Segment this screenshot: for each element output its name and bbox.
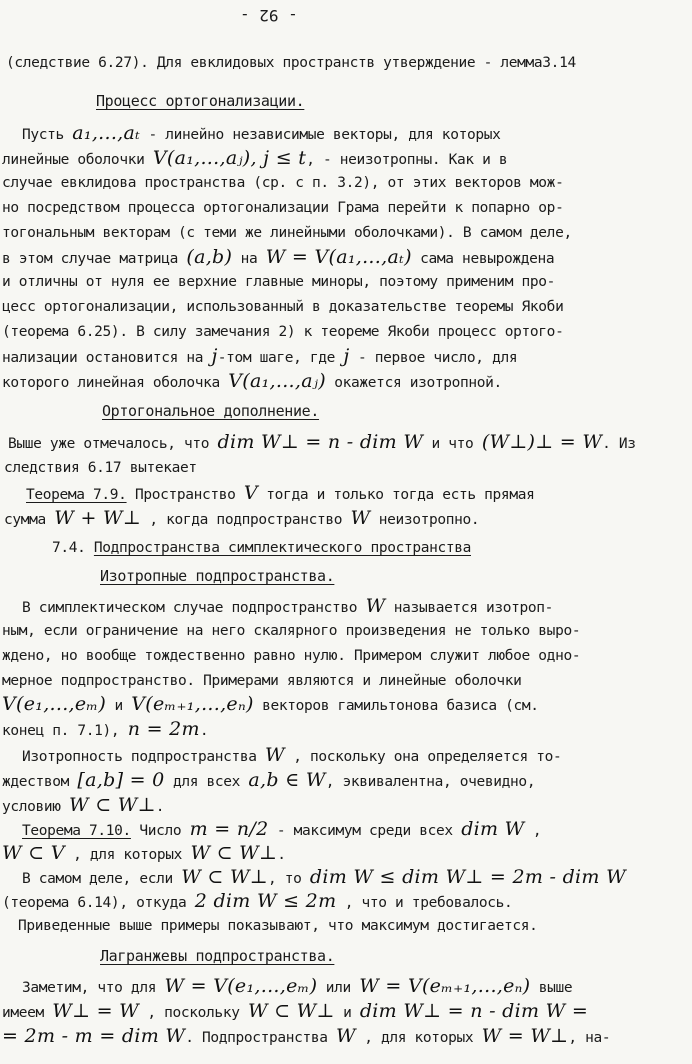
handwritten-formula: W ⊂ W⊥ xyxy=(69,794,156,816)
text-segment: (следствие 6.27). Для евклидовых пространств утверждение - лемма3.14 xyxy=(6,55,576,71)
handwritten-formula: W = V(eₘ₊₁,...,eₙ) xyxy=(359,975,531,997)
text-segment: , эквивалентна, очевидно, xyxy=(325,774,536,790)
text-segment: неизотропно. xyxy=(370,512,480,528)
text-segment: или xyxy=(317,980,360,996)
handwritten-formula: dim W⊥ = n - dim W = xyxy=(359,1000,589,1022)
handwritten-formula: V(a₁,...,aⱼ), j ≤ t xyxy=(152,147,307,169)
text-segment: Подпространства симплектического пространства xyxy=(93,540,471,556)
handwritten-formula: W ⊂ V xyxy=(2,842,65,864)
text-segment: нализации остановится на xyxy=(2,350,212,366)
handwritten-formula: W ⊂ W⊥ xyxy=(247,1000,335,1022)
text-line xyxy=(8,431,692,455)
text-segment: но посредством процесса ортогонализации Грама перейти к попарно ор- xyxy=(2,200,564,216)
text-line xyxy=(2,645,692,667)
handwritten-formula: W = W⊥ xyxy=(481,1025,569,1047)
text-segment: и xyxy=(106,698,132,714)
text-line xyxy=(22,595,692,619)
text-segment: - первое число, для xyxy=(349,350,518,366)
text-segment: , что и требовалось. xyxy=(336,895,513,911)
text-line xyxy=(2,246,692,270)
text-segment: имеем xyxy=(2,1005,53,1021)
text-segment: тогда и только тогда есть прямая xyxy=(257,487,535,503)
handwritten-formula: W xyxy=(365,595,386,617)
text-segment: ным, если ограничение на него скалярного произведения не только выро- xyxy=(2,623,581,639)
handwritten-formula: dim W ≤ dim W⊥ = 2m - dim W xyxy=(309,866,626,888)
text-line xyxy=(22,744,692,768)
text-segment: . xyxy=(155,799,165,815)
text-segment: для всех xyxy=(164,774,249,790)
page-number: - 92 - xyxy=(240,6,298,25)
text-line xyxy=(2,321,692,343)
text-segment: называется изотроп- xyxy=(385,600,554,616)
handwritten-formula: V(eₘ₊₁,...,eₙ) xyxy=(131,693,254,715)
handwritten-formula: V(e₁,...,eₘ) xyxy=(2,693,107,715)
text-segment: , то xyxy=(267,871,310,887)
text-line xyxy=(2,670,692,692)
text-segment: ждеством xyxy=(2,774,78,790)
handwritten-formula: W = V(a₁,...,aₜ) xyxy=(265,246,412,268)
text-line xyxy=(2,769,692,793)
text-segment: , поскольку она определяется то- xyxy=(284,749,562,765)
text-line xyxy=(2,693,692,717)
text-segment: векторов гамильтонова базиса (см. xyxy=(253,698,539,714)
text-line xyxy=(2,1025,692,1049)
text-segment: . Из xyxy=(602,436,636,452)
text-segment: и отличны от нуля ее верхние главные миноры, поэтому применим про- xyxy=(2,274,556,290)
text-segment: окажется изотропной. xyxy=(325,375,502,391)
handwritten-formula: W + W⊥ xyxy=(54,507,142,529)
text-line xyxy=(2,222,692,244)
handwritten-formula: n = 2m xyxy=(127,718,200,740)
text-line xyxy=(2,1000,692,1024)
text-segment: , - неизотропны. Как и в xyxy=(306,152,508,168)
text-line xyxy=(2,370,692,394)
text-segment: (теорема 6.25). В силу замечания 2) к теореме Якоби процесс ортого- xyxy=(2,324,564,340)
text-segment: (теорема 6.14), откуда xyxy=(2,895,195,911)
text-segment: , для которых xyxy=(355,1030,482,1046)
text-segment: и xyxy=(334,1005,360,1021)
text-segment: , xyxy=(524,823,542,839)
theorem-7-10 xyxy=(22,818,692,842)
text-line xyxy=(2,271,692,293)
handwritten-formula: (W⊥)⊥ = W xyxy=(481,431,603,453)
handwritten-formula: dim W⊥ = n - dim W xyxy=(217,431,424,453)
text-segment: , поскольку xyxy=(139,1005,248,1021)
text-line xyxy=(18,915,692,937)
handwritten-formula: W ⊂ W⊥ xyxy=(181,866,268,888)
text-segment: - линейно независимые векторы, для которых xyxy=(140,127,501,143)
handwritten-formula: j xyxy=(211,345,218,367)
text-segment: В симплектическом случае подпространство xyxy=(22,600,366,616)
text-segment: , на- xyxy=(568,1030,611,1046)
text-segment: . xyxy=(199,723,209,739)
text-segment: сумма xyxy=(4,512,55,528)
text-line xyxy=(2,794,692,818)
text-line xyxy=(22,122,692,146)
text-segment: , для которых xyxy=(64,847,191,863)
theorem-7-9 xyxy=(26,482,692,506)
text-segment: 7.4. xyxy=(52,540,94,556)
handwritten-formula: 2 dim W ≤ 2m xyxy=(194,890,337,912)
text-segment: выше xyxy=(530,980,573,996)
text-segment: Пусть xyxy=(22,127,73,143)
text-line xyxy=(2,345,692,369)
handwritten-formula: V(a₁,...,aⱼ) xyxy=(228,370,326,392)
text-line xyxy=(2,718,692,742)
handwritten-formula: W⊥ = W xyxy=(52,1000,140,1022)
text-segment: условию xyxy=(2,799,70,815)
handwritten-formula: m = n/2 xyxy=(189,818,269,840)
handwritten-formula: W = V(e₁,...,eₘ) xyxy=(164,975,318,997)
text-line xyxy=(22,975,692,999)
text-line xyxy=(2,842,692,866)
text-segment: цесс ортогонализации, использованный в доказательстве теоремы Якоби xyxy=(2,299,564,315)
text-segment: - максимум среди всех xyxy=(268,823,462,839)
text-segment: линейные оболочки xyxy=(2,152,153,168)
text-segment: тогональным векторам (с теми же линейными оболочками). В самом деле, xyxy=(2,225,572,241)
handwritten-formula: W ⊂ W⊥ xyxy=(190,842,278,864)
handwritten-formula: a₁,...,aₜ xyxy=(72,122,141,144)
text-segment: , когда подпространство xyxy=(141,512,351,528)
text-segment: которого линейная оболочка xyxy=(2,375,229,391)
section-heading-orthogonalization xyxy=(96,90,692,113)
subsection-heading-7-4 xyxy=(52,537,692,559)
section-heading-lagrangian xyxy=(100,945,692,968)
text-segment: следствия 6.17 вытекает xyxy=(4,460,197,476)
handwritten-formula: dim W xyxy=(461,818,525,840)
text-line xyxy=(2,172,692,194)
text-segment: . Подпространства xyxy=(185,1030,337,1046)
text-segment: В самом деле, если xyxy=(22,871,182,887)
handwritten-formula: = 2m - m = dim W xyxy=(2,1025,186,1047)
handwritten-formula: W xyxy=(336,1025,356,1047)
text-segment: Число xyxy=(130,823,190,839)
text-segment: Приведенные выше примеры показывают, что максимум достигается. xyxy=(18,918,538,934)
text-segment: Пространство xyxy=(126,487,244,503)
handwritten-formula: (a,b) xyxy=(186,246,233,268)
text-line xyxy=(2,890,692,914)
text-segment: Ортогональное дополнение. xyxy=(102,402,320,420)
text-segment: случае евклидова пространства (ср. с п. 3.2), от этих векторов мож- xyxy=(2,175,564,191)
text-segment: на xyxy=(232,251,266,267)
text-line xyxy=(2,147,692,171)
text-segment: -том шаге, где xyxy=(217,350,344,366)
text-line xyxy=(22,866,692,890)
text-line xyxy=(2,296,692,318)
text-segment: конец п. 7.1), xyxy=(2,723,128,739)
handwritten-formula: a,b ∈ W xyxy=(248,769,326,791)
handwritten-formula: [a,b] = 0 xyxy=(77,769,165,791)
text-segment: мерное подпространство. Примерами являются и линейные оболочки xyxy=(2,673,522,689)
text-segment: . xyxy=(277,847,286,863)
text-segment: Лагранжевы подпространства. xyxy=(100,947,335,965)
text-line xyxy=(4,507,692,531)
text-line xyxy=(2,197,692,219)
section-heading-isotropic xyxy=(100,565,692,588)
text-segment: Изотропность подпространства xyxy=(22,749,266,765)
text-segment: в этом случае матрица xyxy=(2,251,187,267)
text-segment: Изотропные подпространства. xyxy=(100,567,335,585)
text-segment: и что xyxy=(423,436,482,452)
text-segment: Теорема 7.9. xyxy=(26,487,127,503)
text-segment: ждено, но вообще тождественно равно нулю. Примером служит любое одно- xyxy=(2,648,581,664)
handwritten-formula: V xyxy=(243,482,258,504)
handwritten-formula: j xyxy=(343,345,350,367)
text-segment: Теорема 7.10. xyxy=(22,823,131,839)
text-segment: Заметим, что для xyxy=(22,980,165,996)
text-segment: Процесс ортогонализации. xyxy=(96,92,305,110)
text-line xyxy=(4,457,692,479)
text-segment: Выше уже отмечалось, что xyxy=(8,436,218,452)
handwritten-formula: W xyxy=(265,744,285,766)
handwritten-formula: W xyxy=(350,507,371,529)
section-heading-orthogonal-complement xyxy=(102,400,692,423)
text-segment: сама невырождена xyxy=(411,251,555,267)
text-line xyxy=(6,52,692,74)
text-line xyxy=(2,620,692,642)
